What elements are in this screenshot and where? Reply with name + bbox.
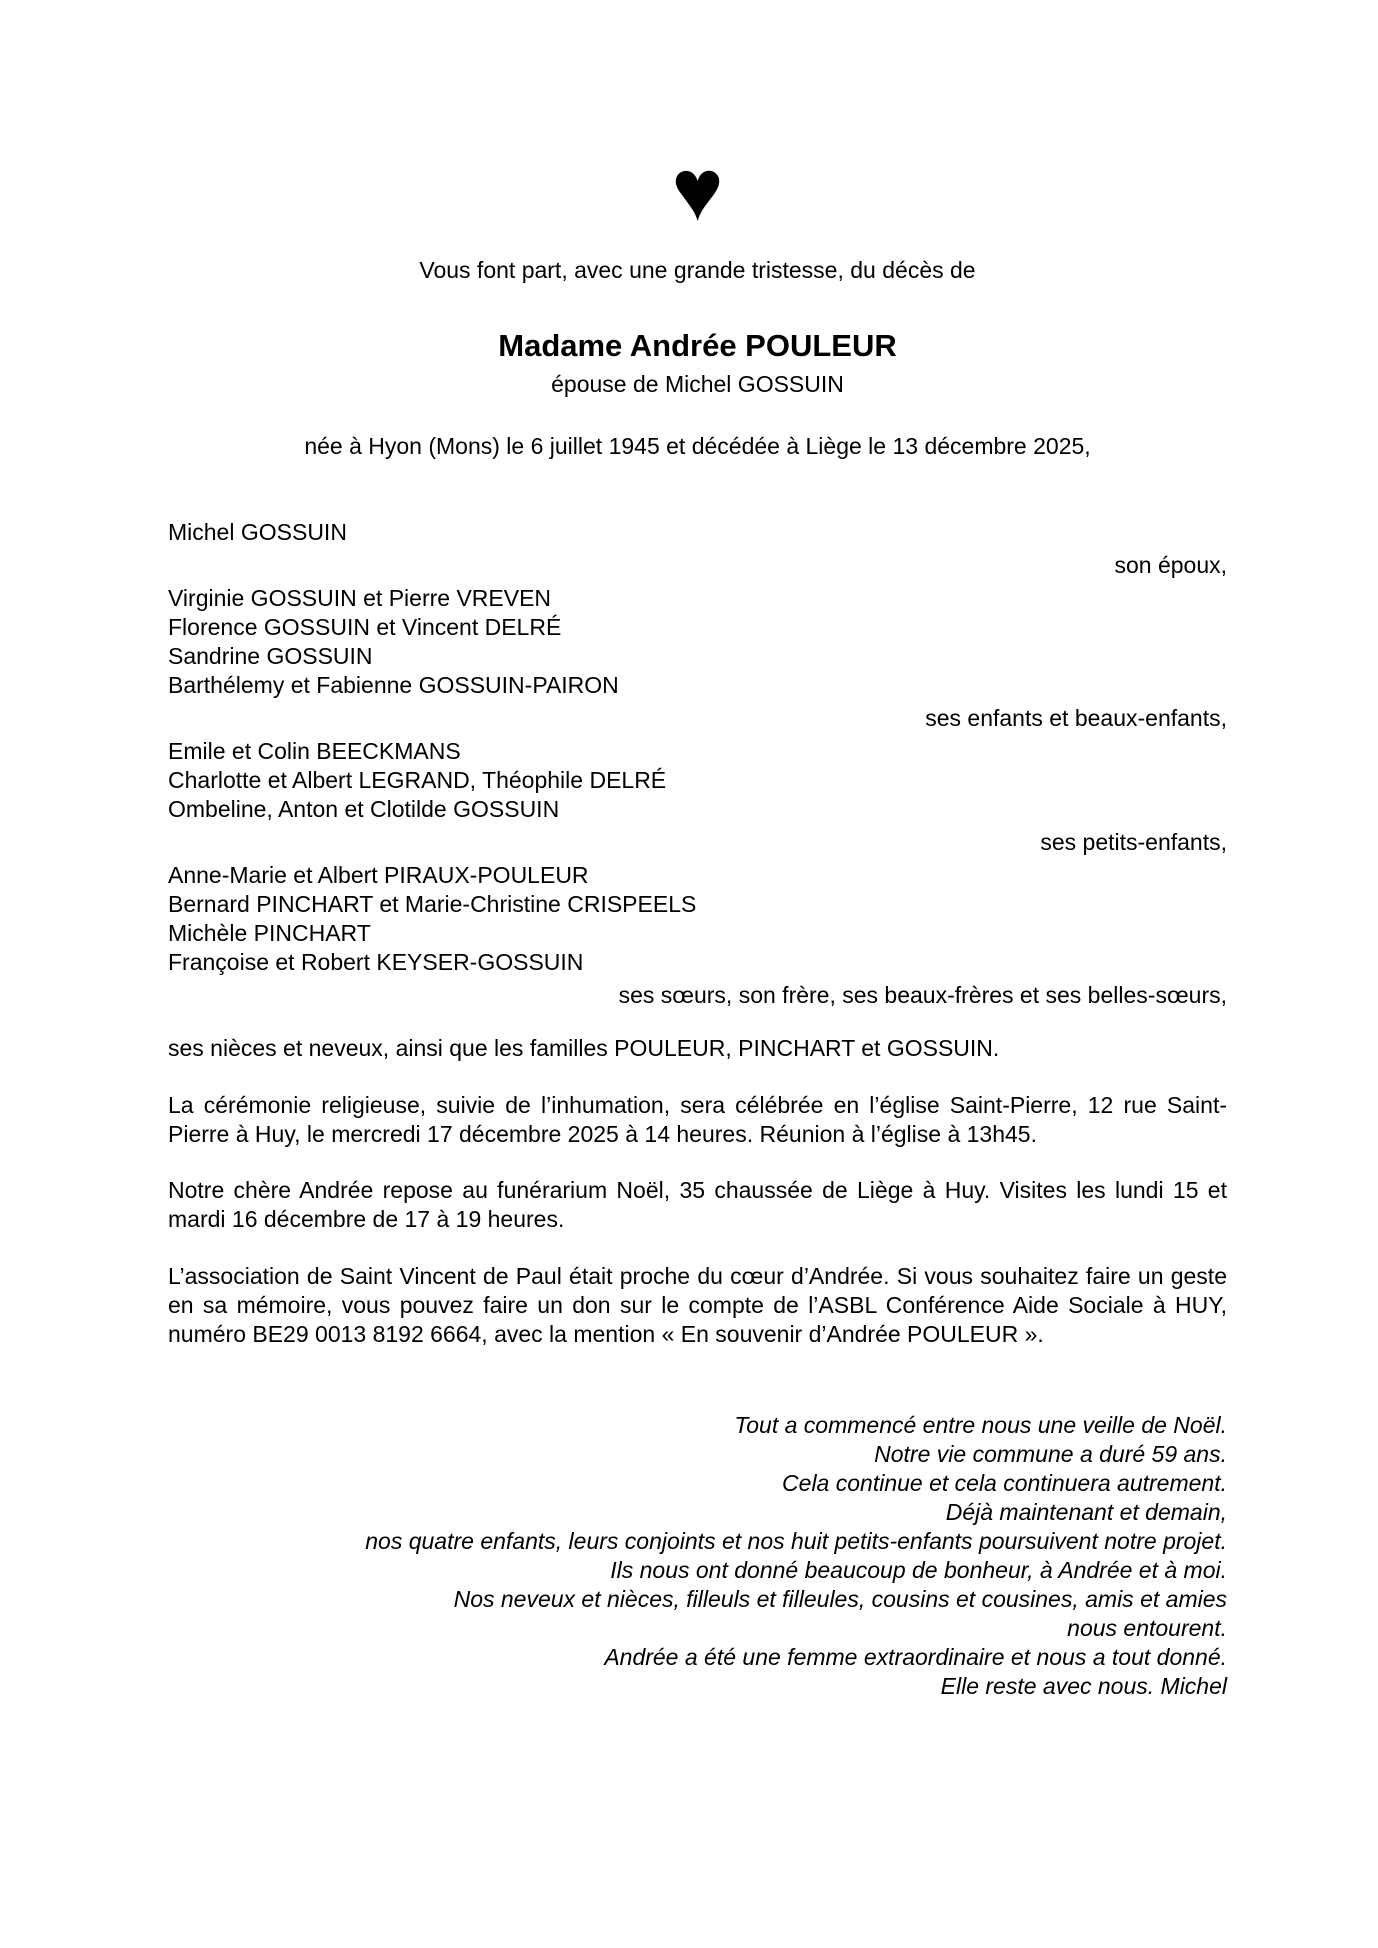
poem-line: Elle reste avec nous. Michel [940,1673,1227,1699]
family-list [168,518,1227,1010]
name-line: Michèle PINCHART [168,920,371,946]
poem-line: Tout a commencé entre nous une veille de Noël. [734,1412,1227,1438]
family-section-children [168,584,1227,733]
name-line: Virginie GOSSUIN et Pierre VREVEN [168,585,552,611]
family-section-siblings [168,861,1227,1010]
relation-line: son époux, [1114,552,1227,578]
heart-icon: ♥ [671,140,724,239]
relation-line: ses sœurs, son frère, ses beaux-frères et ses belles-sœurs, [618,982,1227,1008]
name-line: Anne-Marie et Albert PIRAUX-POULEUR [168,862,589,888]
name-line: Ombeline, Anton et Clotilde GOSSUIN [168,796,560,822]
birth-death-line: née à Hyon (Mons) le 6 juillet 1945 et décédée à Liège le 13 décembre 2025, [304,433,1091,459]
paragraph-donation: L’association de Saint Vincent de Paul était proche du cœur d’Andrée. Si vous souhaitez faire un geste en sa mémoire, vous pouvez faire un don sur le compte de l’ASBL Conférence Aide Sociale à HUY, numéro BE29 0013 8192 6664, avec la mention « En souvenir d’Andrée POULEUR ». [168,1263,1227,1347]
paragraph-ceremony: La cérémonie religieuse, suivie de l’inhumation, sera célébrée en l’église Saint-Pierre, 12 rue Saint-Pierre à Huy, le mercredi 17 décembre 2025 à 14 heures. Réunion à l’église à 13h45. [168,1092,1227,1147]
poem-line: nos quatre enfants, leurs conjoints et nos huit petits-enfants poursuivent notre projet. [365,1528,1227,1554]
name-line: Charlotte et Albert LEGRAND, Théophile DELRÉ [168,767,667,793]
relation-line: ses enfants et beaux-enfants, [925,705,1227,731]
poem-line: Nos neveux et nièces, filleuls et filleules, cousins et cousines, amis et amies [453,1586,1227,1612]
name-line: Florence GOSSUIN et Vincent DELRÉ [168,614,562,640]
paragraph-funerarium: Notre chère Andrée repose au funérarium Noël, 35 chaussée de Liège à Huy. Visites les lundi 15 et mardi 16 décembre de 17 à 19 heures. [168,1177,1227,1232]
name-line: Sandrine GOSSUIN [168,643,373,669]
relation-line: ses petits-enfants, [1040,829,1227,855]
intro-line: Vous font part, avec une grande tristesse, du décès de [419,257,976,283]
poem-line: Déjà maintenant et demain, [945,1499,1227,1525]
poem-line: nous entourent. [1067,1615,1227,1641]
document-content [168,0,1227,1701]
page-title: Madame Andrée POULEUR [498,328,897,363]
family-section-grandchildren [168,737,1227,857]
name-line: Barthélemy et Fabienne GOSSUIN-PAIRON [168,672,619,698]
family-section-spouse [168,518,1227,580]
poem-line: Andrée a été une femme extraordinaire et nous a tout donné. [604,1644,1227,1670]
name-line: Emile et Colin BEECKMANS [168,738,461,764]
paragraph-nieces: ses nièces et neveux, ainsi que les familles POULEUR, PINCHART et GOSSUIN. [168,1035,1000,1061]
name-line: Françoise et Robert KEYSER-GOSSUIN [168,949,584,975]
poem-line: Notre vie commune a duré 59 ans. [874,1441,1227,1467]
name-line: Bernard PINCHART et Marie-Christine CRISPEELS [168,891,697,917]
poem-line: Ils nous ont donné beaucoup de bonheur, à Andrée et à moi. [610,1557,1227,1583]
spouse-line: épouse de Michel GOSSUIN [551,371,844,397]
poem-line: Cela continue et cela continuera autrement. [782,1470,1227,1496]
memorial-poem [168,1411,1227,1701]
name-line: Michel GOSSUIN [168,519,347,545]
